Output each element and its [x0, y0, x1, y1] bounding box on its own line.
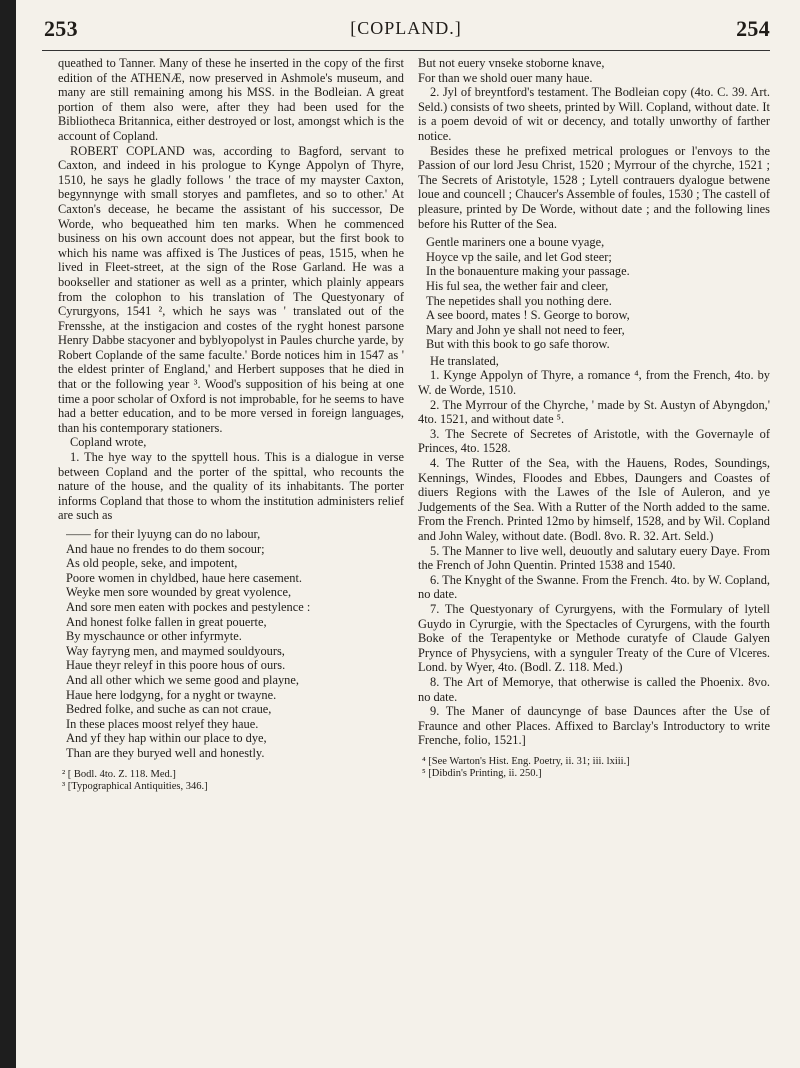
footnote: ⁵ [Dibdin's Printing, ii. 250.]	[422, 767, 542, 779]
footnotes-right	[418, 756, 770, 780]
list-item: 3. The Secrete of Secretes of Aristotle, with the Governayle of Princes, 4to. 1528.	[418, 426, 770, 456]
verse-line: —— for their lyuyng can do no labour,	[66, 527, 261, 541]
verse-line: As old people, seke, and impotent,	[66, 556, 238, 571]
footnote: ³ [Typographical Antiquities, 346.]	[62, 780, 208, 792]
list-item: 4. The Rutter of the Sea, with the Hauens, Rodes, Soundings, Kennings, Windes, Floodes and Ebbes, Daungers and Coastes of diuers Regions with the Lawes of the Isle of Auleron, and ye Judgements of the Sea. With a Rutter of the North added to the same. From the French. Printed 12mo by himself, 1528, and by Wil. Copland and John Waley, without date. (Bodl. 8vo. R. 32. Art. Seld.)	[418, 456, 770, 543]
verse-line: By myschaunce or other infyrmyte.	[66, 629, 242, 644]
verse-line: Haue here lodgyng, for a nyght or twayne.	[66, 687, 277, 702]
list-item: 6. The Knyght of the Swanne. From the French. 4to. by W. Copland, no date.	[418, 572, 770, 602]
verse-continuation	[418, 56, 770, 85]
paragraph-copland-wrote: Copland wrote,	[70, 435, 147, 450]
verse-line: And yf they hap within our place to dye,	[66, 731, 267, 746]
verse-line: Haue theyr releyf in this poore hous of ours.	[66, 658, 286, 673]
verse-line: Than are they buryed well and honestly.	[66, 745, 265, 760]
verse-line: And all other which we seme good and playne,	[66, 672, 299, 687]
paragraph-copland-bio: ROBERT COPLAND was, according to Bagford, servant to Caxton, and indeed in his prologue to Kynge Appolyn of Thyre, 1510, he says he gladly follows ' the trace of my mayster Caxton, begynnynge with small storyes and pamfletes, and so to other.' At Caxton's decease, he became the assistant of his successor, De Worde, who bequeathed him ten marks. When he commenced business on his own account does not appear, but the first book to which his name was affixed is The Justices of peas, 1515, when he lived in Fleet-street, at the sign of the Rose Garland. He was a bookseller and stationer as well as a printer, which plainly appears from the colophon to his translation of The Questyonary of Cyrurgyons, 1541 ², which he says was ' translated out of the Frensshe, at the instigacion and costes of the ryght honest parsone Henry Dabbe stacyoner and byblyopolyst in Paules churche yarde, by Robert Coplande of the same faculte.' Borde notices him in 1547 as ' the eldest printer of England,' and Herbert supposes that he died in that or the following year ³. Wood's supposition of his being at one time a poor scholar of Oxford is not improbable, for he seems to have had a better education, and to be more versed in foreign languages, than his contemporary stationers.	[58, 143, 404, 435]
list-item: 7. The Questyonary of Cyrurgyens, with the Formulary of lytell Guydo in Cyrurgie, with the Spectacles of Cyrurgens, with the fourth Boke of the Terapentyke or Methode curatyfe of Claude Galyen Prynce of Physyciens, with a synguler Treaty of the Cure of Vlceres. Lond. by Wyer, 4to. (Bodl. Z. 118. Med.)	[418, 601, 770, 675]
verse-line: Hoyce vp the saile, and let God steer;	[426, 249, 612, 264]
verse-line: But with this book to go safe thorow.	[426, 337, 610, 352]
list-item: 9. The Maner of dauncynge of base Daunces after the Use of Fraunce and other Places. Affixed to Barclay's Introductory to write Frenche, folio, 1521.]	[418, 704, 770, 748]
paragraph-spyttell-hous: 1. The hye way to the spyttell hous. This is a dialogue in verse between Copland and the porter of the spittal, who recounts the nature of the house, and the quality of its inhabitants. The porter informs Copland that those to whom the institution administers relief are such as	[58, 450, 404, 523]
verse-line: And honest folke fallen in great pouerte,	[66, 614, 267, 629]
footnotes-left	[58, 769, 404, 793]
paragraph-prologues: Besides these he prefixed metrical prologues or l'envoys to the Passion of our lord Jesu Christ, 1520 ; Myrrour of the chyrche, 1521 ; The Secrets of Aristotyle, 1528 ; Lytell contrauers dyalogue betwene loue and councell ; Chaucer's Assemble of foules, 1530 ; The castell of pleasure, printed by De Worde, without date ; and the following lines before his Rutter of the Sea.	[418, 143, 770, 231]
verse-line: And sore men eaten with pockes and pestylence :	[66, 599, 311, 614]
list-item: 5. The Manner to live well, deuoutly and salutary euery Daye. From the French of John Quentin. Printed 1538 and 1540.	[418, 543, 770, 573]
verse-line: Gentle mariners one a boune vyage,	[426, 235, 605, 250]
paragraph-translated: He translated,	[430, 353, 499, 368]
list-item: 2. The Myrrour of the Chyrche, ' made by St. Austyn of Abyngdon,' 4to. 1521, and without date ⁵.	[418, 397, 770, 427]
left-column	[58, 56, 404, 793]
verse-line: Weyke men sore wounded by great vyolence,	[66, 585, 292, 600]
list-item: 8. The Art of Memorye, that otherwise is called the Phoenix. 8vo. no date.	[418, 674, 770, 704]
verse-line: For than we shold ouer many haue.	[418, 70, 593, 85]
verse-line: His ful sea, the wether fair and cleer,	[426, 278, 609, 293]
verse-line: In the bonauenture making your passage.	[426, 264, 630, 279]
verse-line: Way fayryng men, and maymed souldyours,	[66, 643, 285, 658]
footnote: ² [ Bodl. 4to. Z. 118. Med.]	[62, 768, 176, 780]
scan-edge-bar	[0, 0, 16, 1068]
verse-rutter	[426, 235, 770, 352]
running-title: [COPLAND.]	[350, 18, 462, 38]
verse-line: But not euery vnseke stoborne knave,	[418, 56, 605, 70]
verse-line: And haue no frendes to do them socour;	[66, 541, 265, 556]
paragraph-jyl-testament: 2. Jyl of breyntford's testament. The Bodleian copy (4to. C. 39. Art. Seld.) consists of two sheets, printed by Will. Copland, without date. It is a poem devoid of wit or decency, and totally unworthy of farther notice.	[418, 85, 770, 143]
page-number-right: 254	[736, 16, 770, 41]
page-header	[40, 12, 772, 42]
verse-line: Poore women in chyldbed, haue here casement.	[66, 570, 303, 585]
page-number-left: 253	[44, 16, 78, 41]
verse-line: A see boord, mates ! S. George to borow,	[426, 308, 630, 323]
verse-line: Mary and John ye shall not need to feer,	[426, 322, 625, 337]
verse-spyttell	[66, 527, 404, 761]
verse-line: In these places moost relyef they haue.	[66, 716, 259, 731]
list-item: 1. Kynge Appolyn of Thyre, a romance ⁴, from the French, 4to. by W. de Worde, 1510.	[418, 368, 770, 398]
verse-line: The nepetides shall you nothing dere.	[426, 293, 612, 308]
right-column	[418, 56, 770, 780]
verse-line: Bedred folke, and suche as can not craue,	[66, 702, 272, 717]
header-rule	[42, 50, 770, 51]
paragraph-continuation: queathed to Tanner. Many of these he inserted in the copy of the first edition of the ATHENÆ, now preserved in Ashmole's museum, and many are still remaining among his MSS. in the Bodleian. A great portion of them also were, after they had been used for the Bibliotheca Britannica, either destroyed or lost, amongst which is the account of Copland.	[58, 56, 404, 143]
footnote: ⁴ [See Warton's Hist. Eng. Poetry, ii. 31; iii. lxiii.]	[422, 755, 630, 767]
